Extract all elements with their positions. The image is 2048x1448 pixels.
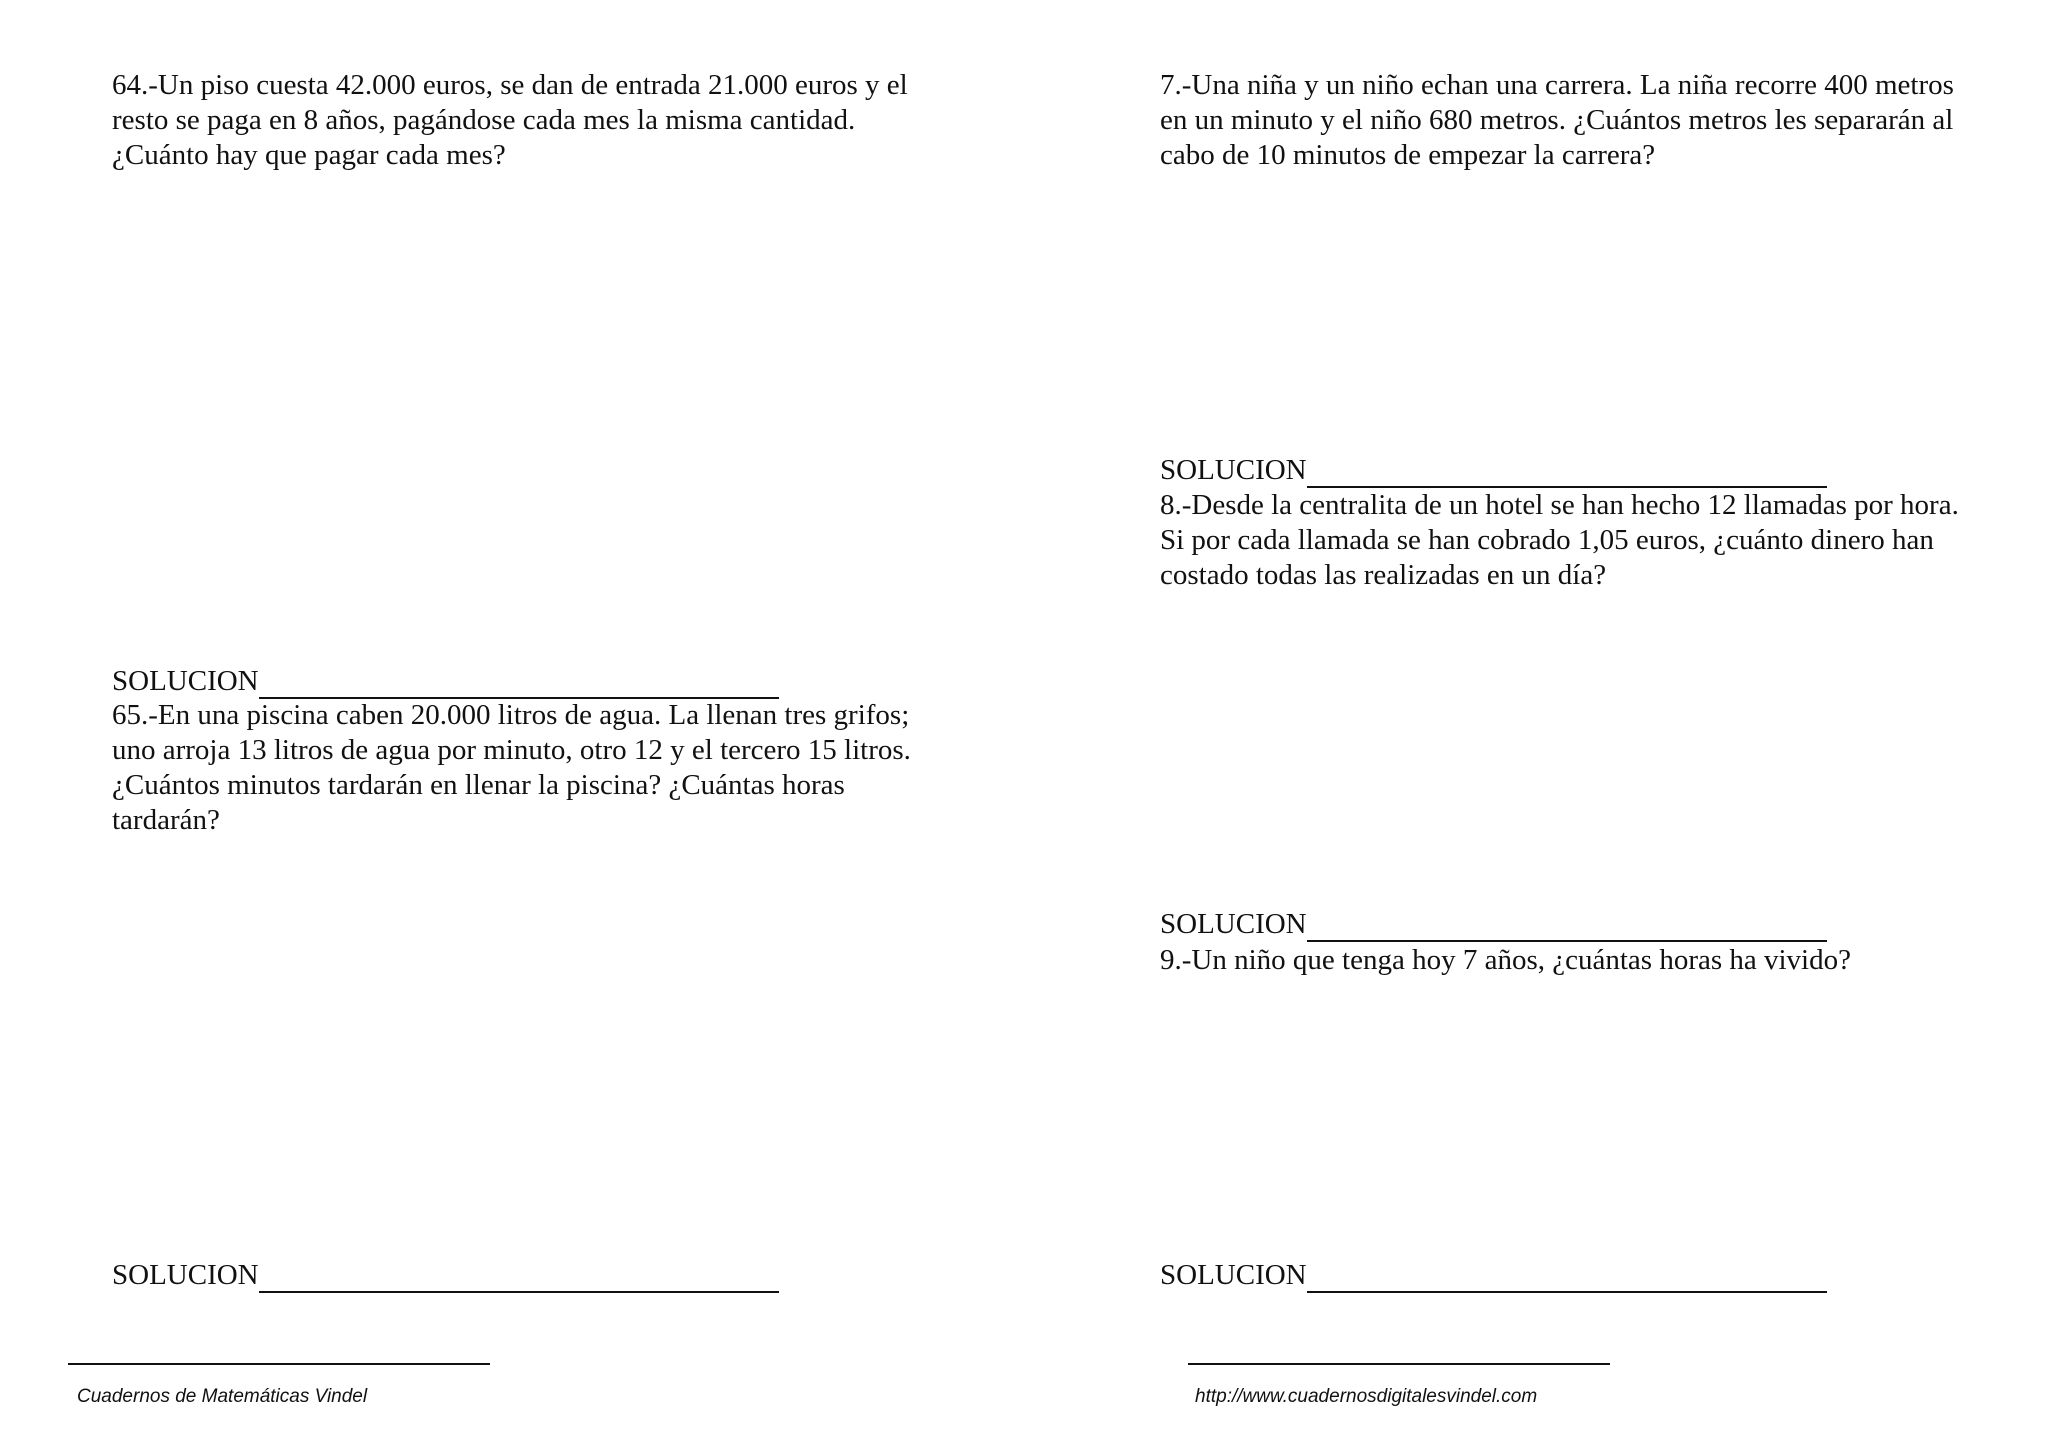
solucion-label: SOLUCION — [112, 665, 259, 697]
solucion-label: SOLUCION — [1160, 1259, 1307, 1291]
solucion-9 — [1160, 1258, 1827, 1293]
problem-8-text: 8.-Desde la centralita de un hotel se han hecho 12 llamadas por hora. Si por cada llamada se han cobrado 1,05 euros, ¿cuánto dinero han costado todas las realizadas en un día? — [1160, 489, 1959, 591]
footer-rule-left — [68, 1363, 490, 1365]
problem-65-text: 65.-En una piscina caben 20.000 litros de agua. La llenan tres grifos; uno arroja 13 litros de agua por minuto, otro 12 y el tercero 15 litros. ¿Cuántos minutos tardarán en llenar la piscina? ¿Cuántas horas tardarán? — [112, 699, 911, 836]
solucion-64 — [112, 664, 779, 699]
problem-64-text: 64.-Un piso cuesta 42.000 euros, se dan de entrada 21.000 euros y el resto se paga en 8 años, pagándose cada mes la misma cantidad. ¿Cuánto hay que pagar cada mes? — [112, 69, 908, 171]
solucion-65 — [112, 1258, 779, 1293]
footer-rule-right — [1188, 1363, 1610, 1365]
footer-url-link[interactable]: http://www.cuadernosdigitalesvindel.com — [1195, 1386, 1538, 1407]
answer-line[interactable] — [1307, 1263, 1827, 1293]
answer-line[interactable] — [259, 1263, 779, 1293]
solucion-label: SOLUCION — [112, 1259, 259, 1291]
problem-9-text: 9.-Un niño que tenga hoy 7 años, ¿cuántas horas ha vivido? — [1160, 944, 1851, 976]
answer-line[interactable] — [1307, 458, 1827, 488]
problem-7-text: 7.-Una niña y un niño echan una carrera. La niña recorre 400 metros en un minuto y el niño 680 metros. ¿Cuántos metros les separarán al cabo de 10 minutos de empezar la carrera? — [1160, 69, 1954, 171]
answer-line[interactable] — [1307, 912, 1827, 942]
footer-title: Cuadernos de Matemáticas Vindel — [77, 1386, 368, 1407]
solucion-7 — [1160, 453, 1827, 488]
solucion-8 — [1160, 907, 1827, 942]
answer-line[interactable] — [259, 669, 779, 699]
solucion-label: SOLUCION — [1160, 454, 1307, 486]
solucion-label: SOLUCION — [1160, 908, 1307, 940]
